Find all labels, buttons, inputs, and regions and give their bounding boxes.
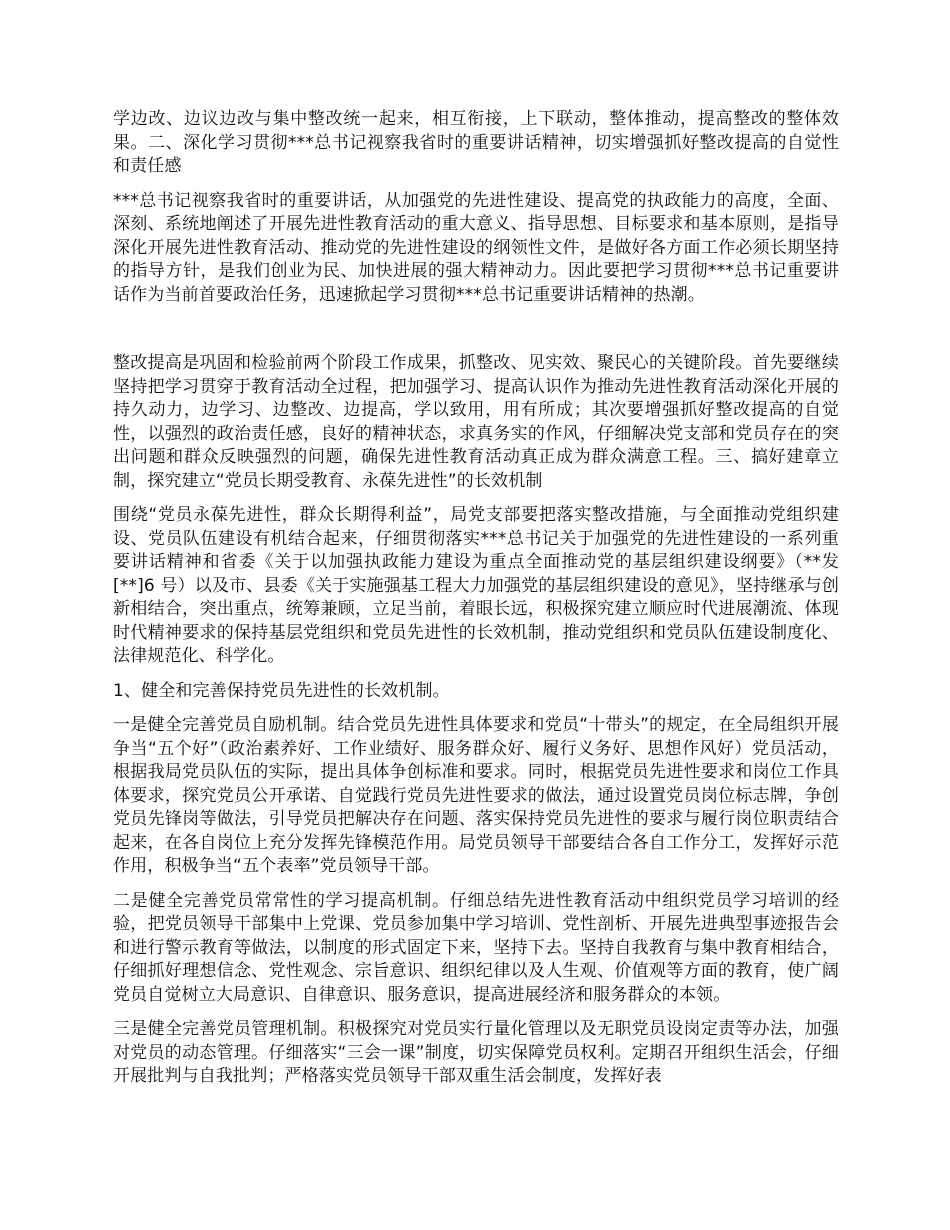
paragraph-learning: 二是健全完善党员常常性的学习提高机制。仔细总结先进性教育活动中组织党员学习培训的经验，把党员领导干部集中上党课、党员参加集中学习培训、党性剖析、开展先进典型事迹报告会和进行警示教育等做法，以制度的形式固定下来，坚持下去。坚持自我教育与集中教育相结合，仔细抓好理想信念、党性观念、宗旨意识、组织纪律以及人生观、价值观等方面的教育，使广阔党员自觉树立大局意识、自律意识、服务意识，提高进展经济和服务群众的本领。 [113,890,839,1005]
paragraph-rectification: 整改提高是巩固和检验前两个阶段工作成果，抓整改、见实效、聚民心的关键阶段。首先要继续坚持把学习贯穿于教育活动全过程，把加强学习、提高认识作为推动先进性教育活动深化开展的持久动力，边学习、边整改、边提高，学以致用，用有所成；其次要增强抓好整改提高的自觉性，以强烈的政治责任感，良好的精神状态，求真务实的作风，仔细解决党支部和党员存在的突出问题和群众反映强烈的问题，确保先进性教育活动真正成为群众满意工程。三、搞好建章立制，探究建立“党员长期受教育、永葆先进性”的长效机制 [113,353,839,491]
paragraph-intro: 学边改、边议边改与集中整改统一起来，相互衔接，上下联动，整体推动，提高整改的整体效果。二、深化学习贯彻***总书记视察我省时的重要讲话精神，切实增强抓好整改提高的自觉性和责任感 [113,109,839,176]
section-heading-1: 1、健全和完善保持党员先进性的长效机制。 [113,680,450,701]
paragraph-mechanism: 围绕“党员永葆先进性，群众长期得利益”，局党支部要把落实整改措施，与全面推动党组织建设、党员队伍建设有机结合起来，仔细贯彻落实***总书记关于加强党的先进性建设的一系列重要讲话精神和省委《关于以加强执政能力建设为重点全面推动党的基层组织建设纲要》（**发[**]6 号）以及市、县委《关于实施强基工程大力加强党的基层组织建设的意见》，坚持继承与创新相结合，突出重点，统筹兼顾，立足当前，着眼长远，积极探究建立顺应时代进展潮流、体现时代精神要求的保持基层党组织和党员先进性的长效机制，推动党组织和党员队伍建设制度化、法律规范化、科学化。 [113,505,839,666]
paragraph-management: 三是健全完善党员管理机制。积极探究对党员实行量化管理以及无职党员设岗定责等办法，加强对党员的动态管理。仔细落实“三会一课”制度，切实保障党员权利。定期召开组织生活会，仔细开展批判与自我批判；严格落实党员领导干部双重生活会制度，发挥好表 [113,1019,839,1086]
document-body [113,108,839,1100]
paragraph-speech: ***总书记视察我省时的重要讲话，从加强党的先进性建设、提高党的执政能力的高度，全面、深刻、系统地阐述了开展先进性教育活动的重大意义、指导思想、目标要求和基本原则，是指导深化开展先进性教育活动、推动党的先进性建设的纲领性文件，是做好各方面工作必须长期坚持的指导方针，是我们创业为民、加快进展的强大精神动力。因此要把学习贯彻***总书记重要讲话作为当前首要政治任务，迅速掀起学习贯彻***总书记重要讲话精神的热潮。 [113,190,839,305]
paragraph-self-motivation: 一是健全完善党员自励机制。结合党员先进性具体要求和党员“十带头”的规定，在全局组织开展争当“五个好”（政治素养好、工作业绩好、服务群众好、履行义务好、思想作风好）党员活动，根据我局党员队伍的实际，提出具体争创标准和要求。同时，根据党员先进性要求和岗位工作具体要求，探究党员公开承诺、自觉践行党员先进性要求的做法，通过设置党员岗位标志牌，争创党员先锋岗等做法，引导党员把解决存在问题、落实保持党员先进性的要求与履行岗位职责结合起来，在各自岗位上充分发挥先锋模范作用。局党员领导干部要结合各自工作分工，发挥好示范作用，积极争当“五个表率”党员领导干部。 [113,715,839,876]
